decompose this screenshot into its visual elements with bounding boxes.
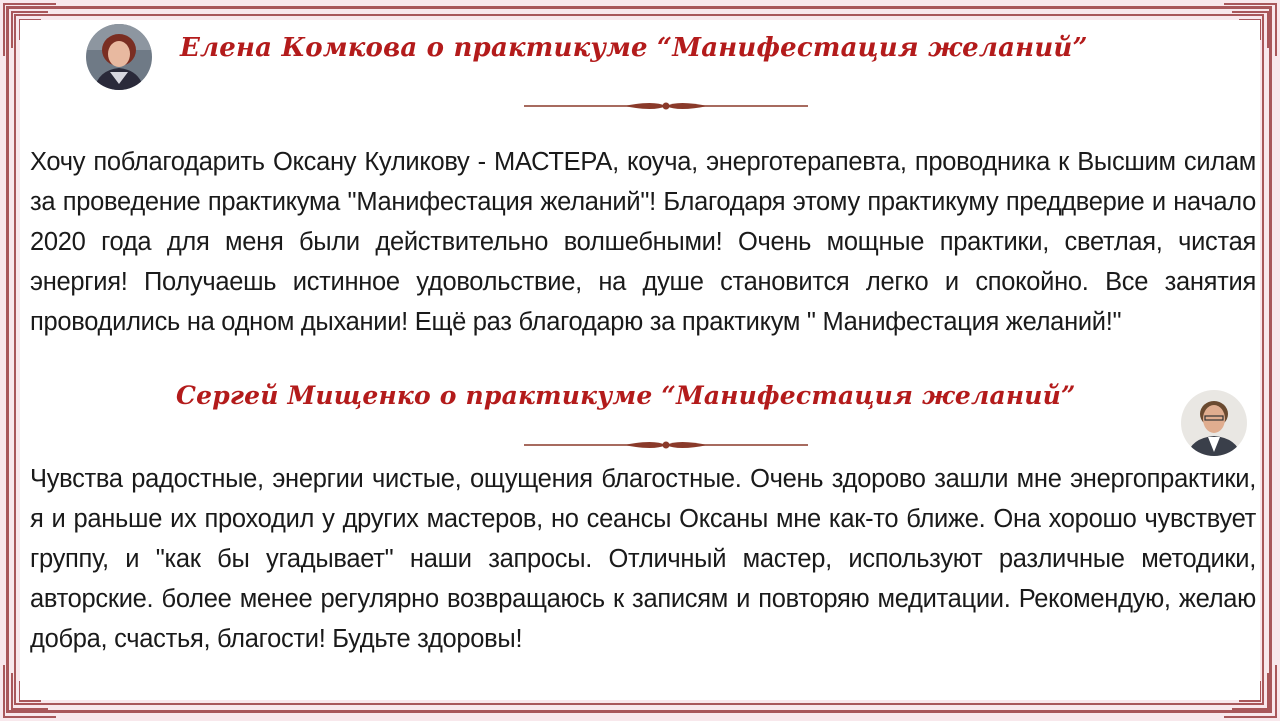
review-1-text: Хочу поблагодарить Оксану Куликову - МАСТЕРА, коуча, энерготерапевта, проводника к Высшим силам за проведение практикума "Манифестация желаний"! Благодаря этому практикуму преддверие и начало 2020 года для меня были действительно волшебными! Очень мощные практики, светлая, чистая энергия! Получаешь истинное удовольствие, на душе становится легко и спокойно. Все занятия проводились на одном дыхании! Ещё раз благодарю за практикум " Манифестация желаний!" xyxy=(30,148,1256,336)
review-2-title: Сергей Мищенко о практикуме “Манифестация желаний” xyxy=(176,381,1076,410)
review-2-text: Чувства радостные, энергии чистые, ощущения благостные. Очень здорово зашли мне энергопрактики, я и раньше их проходил у других мастеров, но сеансы Оксаны мне как-то ближе. Она хорошо чувствует группу, и "как бы угадывает" наши запросы. Отличный мастер, используют различные методики, авторские. более менее регулярно возвращаюсь к записям и повторяю медитации. Рекомендую, желаю добра, счастья, благости! Будьте здоровы! xyxy=(30,465,1256,653)
ornamental-divider xyxy=(524,100,808,112)
avatar-elena xyxy=(86,24,152,90)
review-1-title: Елена Комкова о практикуме “Манифестация желаний” xyxy=(180,33,1088,63)
ornamental-divider xyxy=(524,439,808,451)
avatar-sergey xyxy=(1181,390,1247,456)
